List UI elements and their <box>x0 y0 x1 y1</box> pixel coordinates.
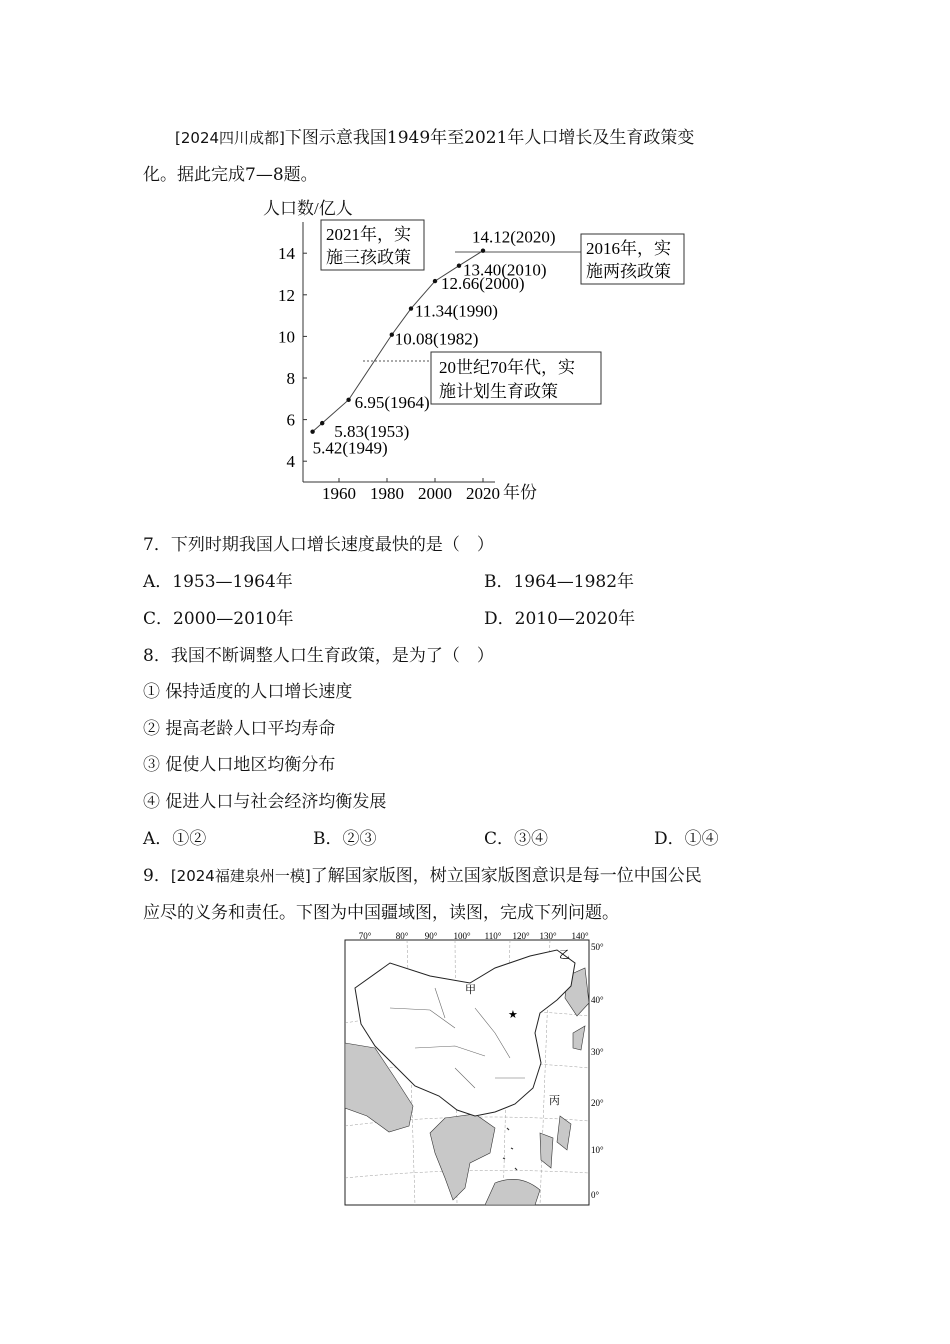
chart-ylabel: 人口数/亿人 <box>263 199 353 218</box>
data-point <box>310 429 314 433</box>
q8-stem: 8．我国不断调整人口生育政策，是为了（ ） <box>143 646 494 666</box>
y-tick-label: 6 <box>286 410 295 430</box>
data-point <box>320 421 324 425</box>
data-label: 13.40(2010) <box>463 260 547 280</box>
data-point <box>433 279 437 283</box>
lon-label: 100° <box>453 931 471 941</box>
data-point <box>390 333 394 337</box>
lat-label: 30° <box>591 1047 604 1057</box>
x-tick-label: 2000 <box>418 484 452 503</box>
data-point <box>457 263 461 267</box>
label-yi: 乙 <box>559 949 570 961</box>
q7-option-d: D．2010—2020年 <box>484 609 636 629</box>
q8-item-1: ① 保持适度的人口增长速度 <box>143 682 353 702</box>
q9-line-1 <box>143 865 702 887</box>
lon-label: 90° <box>424 931 438 941</box>
lat-label: 50° <box>591 942 604 952</box>
population-chart <box>255 192 715 512</box>
lon-label: 120° <box>512 931 530 941</box>
chart-xlabel: 年份 <box>503 483 537 502</box>
lat-label: 0° <box>591 1190 600 1200</box>
label-bing: 丙 <box>549 1095 560 1107</box>
q9-source: [2024福建泉州一模] <box>170 867 311 885</box>
lat-label: 10° <box>591 1145 604 1155</box>
q8-option-c: C．③④ <box>484 829 549 849</box>
data-label: 6.95(1964) <box>354 392 430 412</box>
y-tick-label: 14 <box>278 244 295 264</box>
q8-option-a: A．①② <box>143 829 207 849</box>
data-point <box>346 398 350 402</box>
data-label: 5.83(1953) <box>334 422 410 442</box>
q9-text-2: 应尽的义务和责任。下图为中国疆域图，读图，完成下列问题。 <box>143 903 619 923</box>
lat-label: 20° <box>591 1098 604 1108</box>
q7-option-b: B．1964—1982年 <box>484 572 635 592</box>
y-tick-label: 4 <box>286 452 295 472</box>
intro-source: [2024四川成都] <box>175 129 285 147</box>
lon-label: 110° <box>484 931 502 941</box>
q8-item-4: ④ 促进人口与社会经济均衡发展 <box>143 792 387 812</box>
y-tick-label: 10 <box>278 327 295 347</box>
lon-label: 70° <box>358 931 372 941</box>
data-label: 14.12(2020) <box>472 227 556 247</box>
x-tick-label: 1960 <box>322 484 356 503</box>
capital-star: ★ <box>508 1009 518 1021</box>
data-point <box>481 249 485 253</box>
data-label: 10.08(1982) <box>394 329 479 349</box>
china-territory-map <box>335 928 610 1210</box>
q8-item-3: ③ 促使人口地区均衡分布 <box>143 755 336 775</box>
three-child-annotation <box>321 220 424 270</box>
q7-option-a: A．1953—1964年 <box>143 572 293 592</box>
svg-text:20世纪70年代，实: 20世纪70年代，实 <box>439 358 575 377</box>
q7-option-c: C．2000—2010年 <box>143 609 294 629</box>
lon-label: 130° <box>539 931 557 941</box>
data-label: 12.66(2000) <box>441 274 525 294</box>
lon-label: 140° <box>571 931 589 941</box>
q7-stem: 7．下列时期我国人口增长速度最快的是（ ） <box>143 535 494 555</box>
svg-text:2021年，实: 2021年，实 <box>326 225 411 244</box>
svg-text:施三孩政策: 施三孩政策 <box>326 248 411 267</box>
lat-label: 40° <box>591 995 604 1005</box>
svg-text:2016年，实: 2016年，实 <box>586 239 671 258</box>
q8-option-b: B．②③ <box>313 829 377 849</box>
svg-text:施两孩政策: 施两孩政策 <box>586 262 671 281</box>
svg-text:施计划生育政策: 施计划生育政策 <box>439 382 558 401</box>
lon-label: 80° <box>395 931 409 941</box>
planning-annotation <box>431 352 601 404</box>
intro-text-2: 化。据此完成7—8题。 <box>143 165 318 185</box>
intro-line-1 <box>175 127 694 149</box>
y-tick-label: 12 <box>278 285 295 305</box>
x-tick-label: 2020 <box>466 484 500 503</box>
x-tick-label: 1980 <box>370 484 404 503</box>
intro-text-1: 下图示意我国1949年至2021年人口增长及生育政策变 <box>284 128 695 148</box>
data-label: 11.34(1990) <box>415 301 498 321</box>
data-point <box>409 306 413 310</box>
q9-text-1: 了解国家版图，树立国家版图意识是每一位中国公民 <box>310 866 702 886</box>
label-jia: 甲 <box>465 984 476 996</box>
y-tick-label: 8 <box>286 369 295 388</box>
data-label: 5.42(1949) <box>312 438 388 458</box>
two-child-annotation <box>581 234 684 284</box>
q8-option-d: D．①④ <box>654 829 719 849</box>
q8-item-2: ② 提高老龄人口平均寿命 <box>143 719 336 739</box>
q9-num: 9． <box>143 866 171 886</box>
